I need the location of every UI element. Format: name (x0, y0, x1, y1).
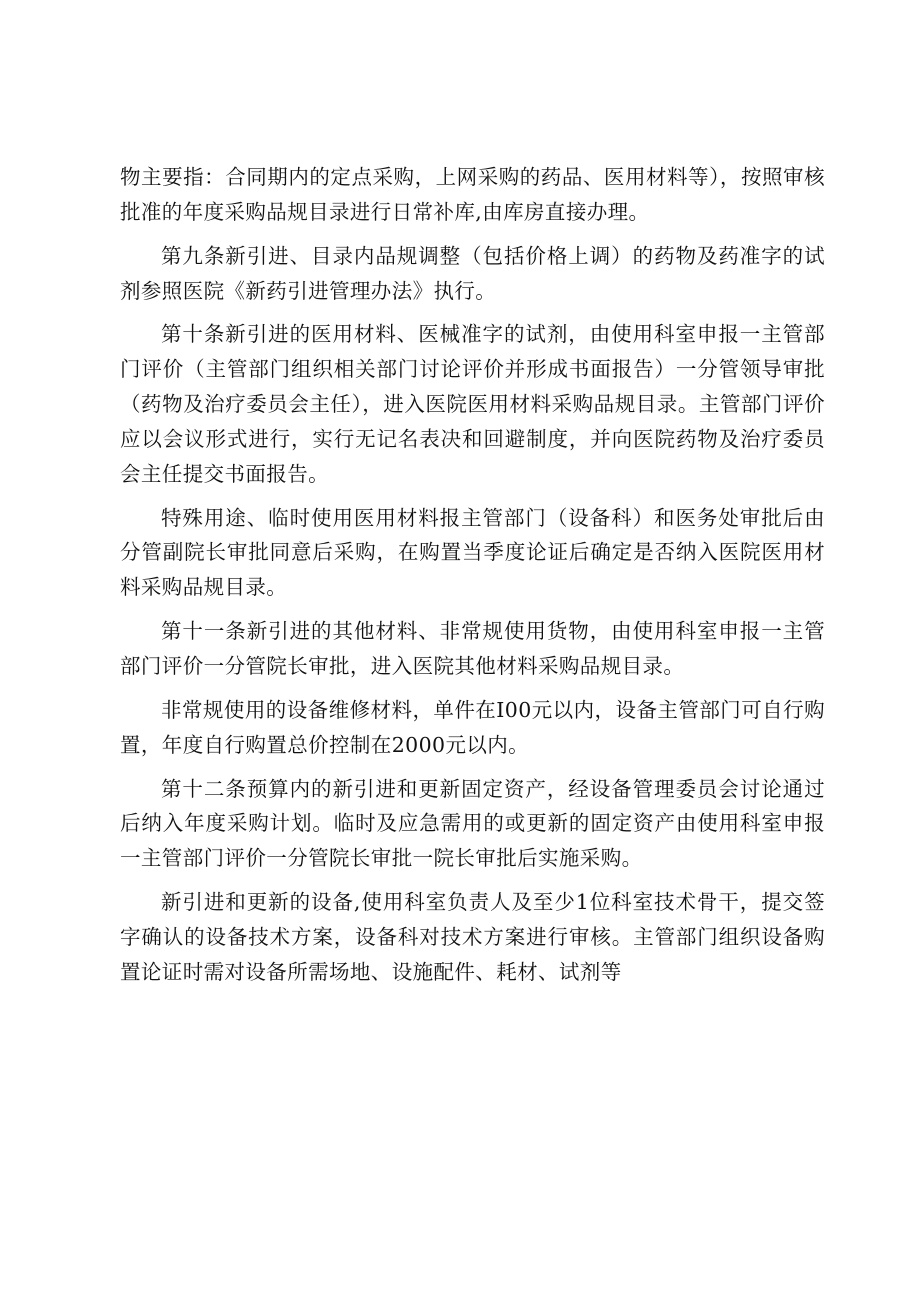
paragraph-maintenance-materials: 非常规使用的设备维修材料，单件在I00元以内，设备主管部门可自行购置，年度自行购置总价控制在2000元以内。 (120, 697, 825, 757)
paragraph-article-11: 第十一条新引进的其他材料、非常规使用货物，由使用科室申报一主管部门评价一分管院长审批，进入医院其他材料采购品规目录。 (120, 619, 825, 678)
paragraph-special-use: 特殊用途、临时使用医用材料报主管部门（设备科）和医务处审批后由分管副院长审批同意后采购，在购置当季度论证后确定是否纳入医院医用材料采购品规目录。 (120, 505, 825, 600)
paragraph-article-9: 第九条新引进、目录内品规调整（包括价格上调）的药物及药准字的试剂参照医院《新药引进管理办法》执行。 (120, 243, 825, 303)
document-body (120, 160, 825, 999)
paragraph-continuation: 物主要指：合同期内的定点采购，上网采购的药品、医用材料等），按照审核批准的年度采购品规目录进行日常补库,由库房直接办理。 (120, 165, 825, 224)
paragraph-article-10: 第十条新引进的医用材料、医械准字的试剂，由使用科室申报一主管部门评价（主管部门组织相关部门讨论评价并形成书面报告）一分管领导审批（药物及治疗委员会主任），进入医院医用材料采购品规目录。主管部门评价应以会议形式进行，实行无记名表决和回避制度，并向医院药物及治疗委员会主任提交书面报告。 (120, 322, 825, 486)
paragraph-article-12: 第十二条预算内的新引进和更新固定资产，经设备管理委员会讨论通过后纳入年度采购计划。临时及应急需用的或更新的固定资产由使用科室申报一主管部门评价一分管院长审批一院长审批后实施采购。 (120, 776, 825, 871)
paragraph-new-equipment: 新引进和更新的设备,使用科室负责人及至少1位科室技术骨干，提交签字确认的设备技术方案，设备科对技术方案进行审核。主管部门组织设备购置论证时需对设备所需场地、设施配件、耗材、试剂等 (120, 890, 825, 984)
